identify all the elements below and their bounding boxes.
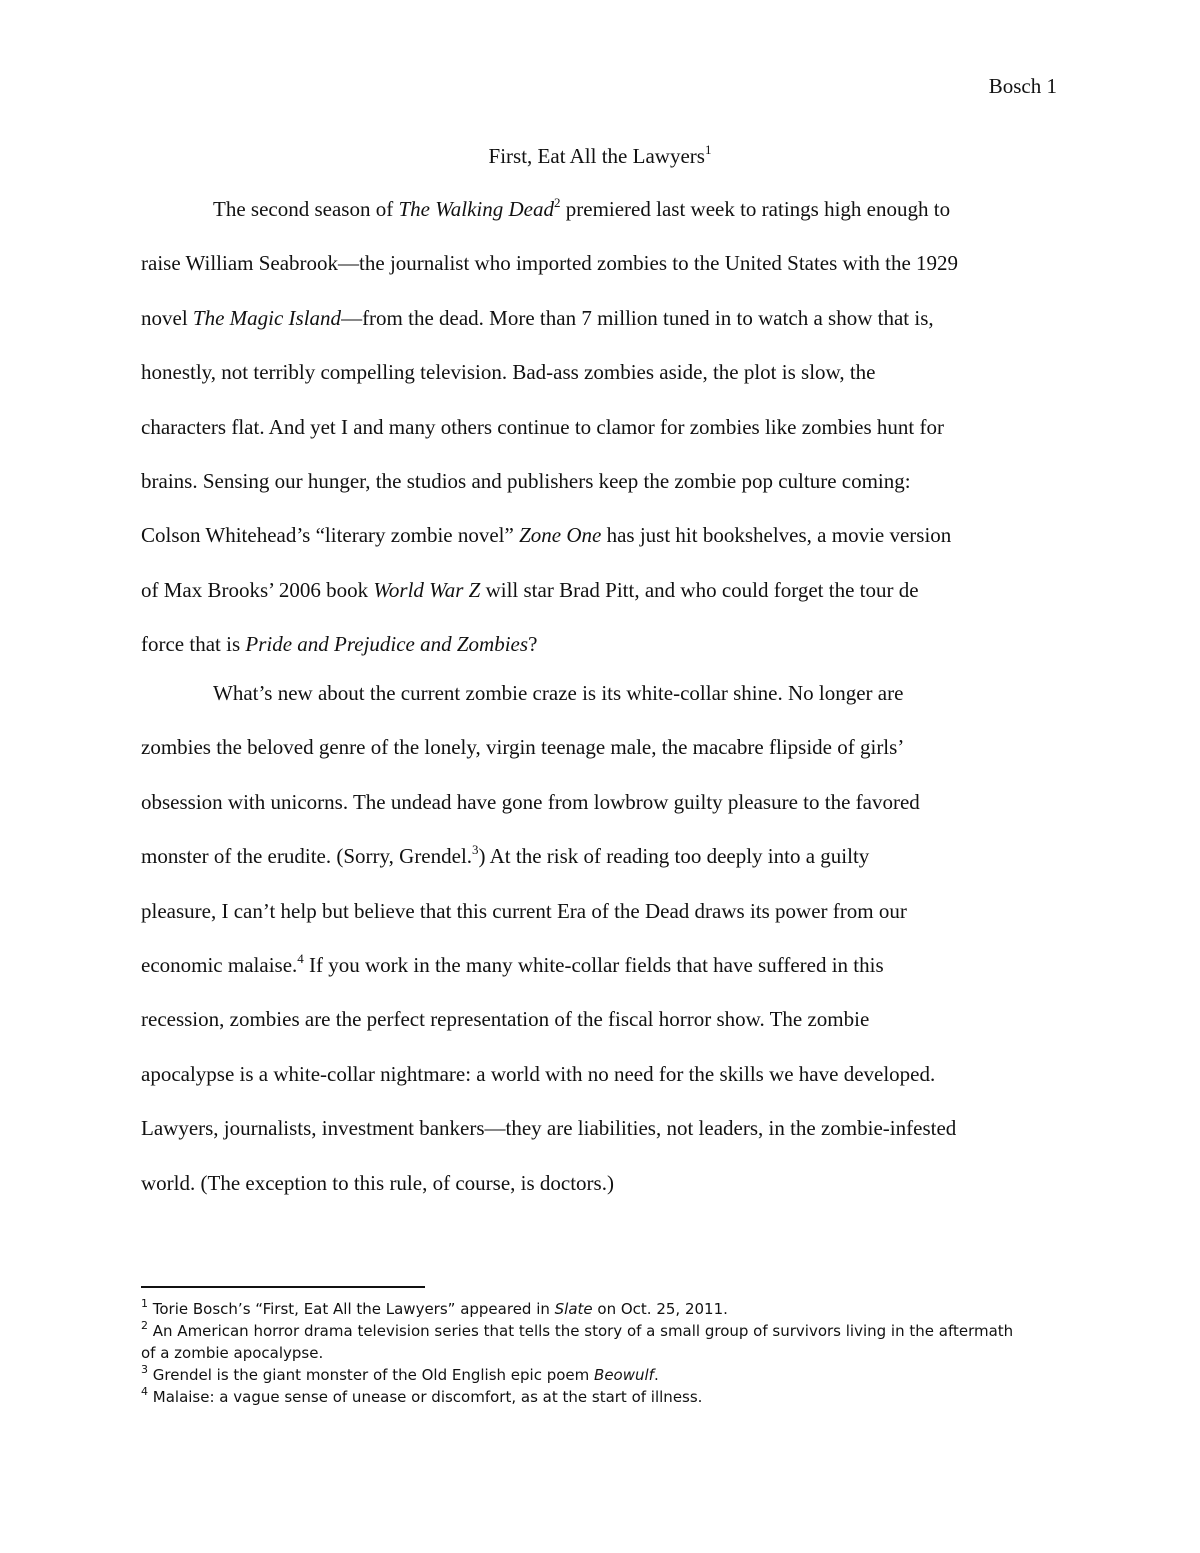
- italic-title: Pride and Prejudice and Zombies: [245, 632, 529, 657]
- essay-title: [0, 142, 1200, 170]
- text-run: ) At the risk of reading too deeply into a guilty: [478, 844, 870, 869]
- footnote-ref: 2: [554, 195, 561, 210]
- text-run: Malaise: a vague sense of unease or discomfort, as at the start of illness.: [148, 1388, 703, 1406]
- footnote-4: [141, 1386, 1071, 1408]
- footnote-line: [141, 1386, 1071, 1408]
- text-line: [141, 829, 1061, 883]
- text-run: recession, zombies are the perfect representation of the fiscal horror show. The zombie: [141, 1007, 870, 1032]
- text-run: —from the dead. More than 7 million tuned in to watch a show that is,: [341, 305, 934, 330]
- text-run: has just hit bookshelves, a movie version: [601, 523, 952, 548]
- italic-title: The Walking Dead: [398, 197, 554, 221]
- running-head: Bosch 1: [988, 74, 1057, 98]
- text-run: obsession with unicorns. The undead have gone from lowbrow guilty pleasure to the favored: [141, 789, 920, 814]
- footnote-3: [141, 1364, 1071, 1386]
- text-run: of a zombie apocalypse.: [141, 1344, 324, 1362]
- text-line: [141, 666, 1061, 720]
- paragraph: [141, 666, 1061, 1210]
- title-footnote-ref: 1: [704, 142, 712, 157]
- italic-title: World War Z: [373, 577, 481, 602]
- text-line: [141, 182, 1061, 236]
- footnote-line: [141, 1364, 1071, 1386]
- text-run: characters flat. And yet I and many others continue to clamor for zombies like zombies hunt for: [141, 414, 944, 439]
- text-run: zombies the beloved genre of the lonely, virgin teenage male, the macabre flipside of girls’: [141, 735, 905, 760]
- text-run: raise William Seabrook—the journalist who imported zombies to the United States with the 1929: [141, 251, 959, 276]
- text-line: [141, 454, 1061, 508]
- italic-title: Zone One: [519, 523, 602, 548]
- text-run: Grendel is the giant monster of the Old English epic poem: [148, 1366, 595, 1384]
- text-run: What’s new about the current zombie craze is its white-collar shine. No longer are: [213, 681, 904, 705]
- text-line: [141, 1101, 1061, 1155]
- footnote-ref: 4: [297, 951, 304, 967]
- text-run: Lawyers, journalists, investment bankers—they are liabilities, not leaders, in the zombie-infested: [141, 1116, 957, 1141]
- text-run: pleasure, I can’t help but believe that this current Era of the Dead draws its power from our: [141, 898, 907, 923]
- text-run: Colson Whitehead’s “literary zombie novel”: [141, 523, 520, 548]
- text-line: [141, 236, 1061, 290]
- text-line: [141, 884, 1061, 938]
- text-run: The second season of: [213, 197, 399, 221]
- text-line: [141, 400, 1061, 454]
- body-paragraph-2: [141, 666, 1061, 1210]
- footnote-ref: 3: [472, 842, 479, 858]
- text-run: novel: [141, 305, 193, 330]
- text-line: [141, 563, 1061, 617]
- text-run: brains. Sensing our hunger, the studios and publishers keep the zombie pop culture coming:: [141, 469, 911, 494]
- body-paragraph-1: [141, 182, 1061, 672]
- text-run: Torie Bosch’s “First, Eat All the Lawyers” appeared in: [148, 1300, 555, 1318]
- footnote-separator: [141, 1286, 425, 1288]
- footnote-line: [141, 1298, 1071, 1320]
- text-run: ?: [528, 632, 538, 657]
- italic-title: Beowulf: [594, 1366, 654, 1384]
- text-run: premiered last week to ratings high enough to: [560, 197, 951, 221]
- text-run: will star Brad Pitt, and who could forget the tour de: [480, 577, 919, 602]
- footnote-2: [141, 1320, 1071, 1364]
- paragraph: [141, 182, 1061, 672]
- text-line: [141, 345, 1061, 399]
- text-run: economic malaise.: [141, 953, 298, 978]
- footnote-number: 2: [141, 1319, 148, 1332]
- text-run: .: [653, 1366, 659, 1384]
- text-run: honestly, not terribly compelling television. Bad-ass zombies aside, the plot is slow, the: [141, 360, 876, 385]
- text-line: [141, 617, 1061, 671]
- text-run: An American horror drama television series that tells the story of a small group of survivors living in the aftermath: [148, 1322, 1014, 1340]
- text-run: of Max Brooks’ 2006 book: [141, 577, 374, 602]
- text-line: [141, 938, 1061, 992]
- footnote-1: [141, 1298, 1071, 1320]
- essay-title-text: First, Eat All the Lawyers: [488, 144, 705, 168]
- text-line: [141, 992, 1061, 1046]
- italic-title: Slate: [554, 1300, 593, 1318]
- text-line: [141, 508, 1061, 562]
- text-run: If you work in the many white-collar fields that have suffered in this: [303, 953, 884, 978]
- text-line: [141, 720, 1061, 774]
- text-run: on Oct. 25, 2011.: [592, 1300, 728, 1318]
- text-run: world. (The exception to this rule, of course, is doctors.): [141, 1170, 614, 1195]
- text-line: [141, 775, 1061, 829]
- text-line: [141, 291, 1061, 345]
- footnote-line: [141, 1342, 1071, 1364]
- text-run: force that is: [141, 632, 246, 657]
- text-run: apocalypse is a white-collar nightmare: a world with no need for the skills we have developed.: [141, 1061, 936, 1086]
- italic-title: The Magic Island: [192, 305, 342, 330]
- footnote-number: 1: [141, 1297, 148, 1310]
- footnote-number: 3: [141, 1363, 148, 1376]
- footnote-line: [141, 1320, 1071, 1342]
- text-line: [141, 1047, 1061, 1101]
- footnote-number: 4: [141, 1385, 148, 1398]
- footnotes: [141, 1298, 1071, 1408]
- text-line: [141, 1156, 1061, 1210]
- text-run: monster of the erudite. (Sorry, Grendel.: [141, 844, 473, 869]
